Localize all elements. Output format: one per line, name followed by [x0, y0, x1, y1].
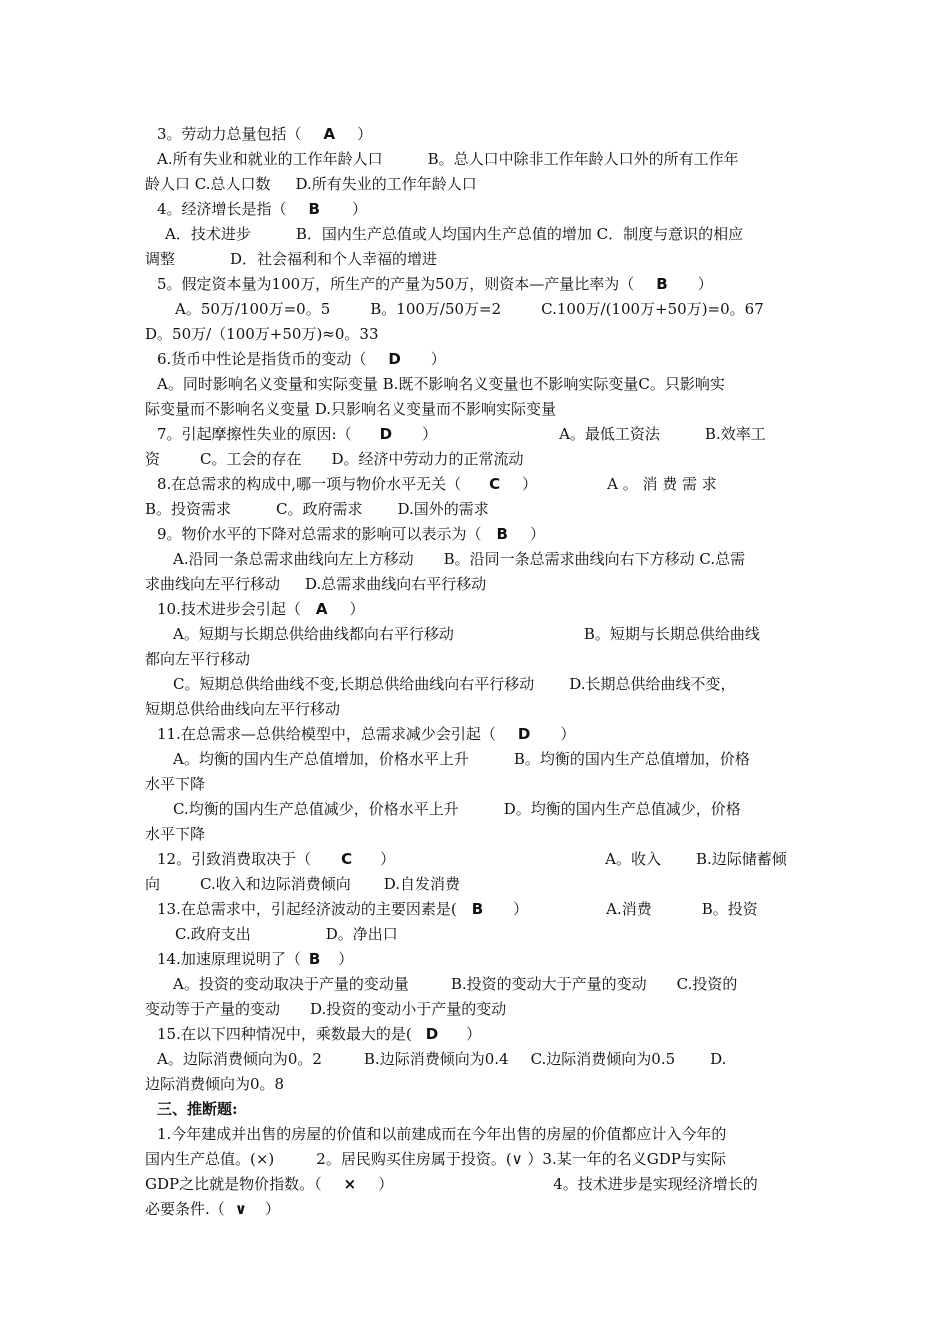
- q13-option-a: A.消费: [606, 900, 652, 918]
- q6-text: 6.货币中性论是指货币的变动（: [157, 350, 367, 368]
- q13-text: 13.在总需求中，引起经济波动的主要因素是(: [157, 900, 457, 918]
- q11-option-b: B。均衡的国内生产总值增加，价格: [513, 750, 750, 768]
- q8-paren: ）: [522, 475, 538, 493]
- q14-options-2: [145, 997, 810, 1022]
- q5-options-1: [145, 297, 810, 322]
- tf-q4-paren: ）: [264, 1200, 280, 1218]
- q3-text: 3。劳动力总量包括（: [157, 125, 302, 143]
- q9-text: 9。物价水平的下降对总需求的影响可以表示为（: [157, 525, 482, 543]
- q8-text: 8.在总需求的构成中,哪一项与物价水平无关（: [157, 475, 462, 493]
- q10-option-b: B。短期与长期总供给曲线: [583, 625, 760, 643]
- q8-options-2: [145, 497, 810, 522]
- q12-option-a: A。收入: [605, 850, 661, 868]
- q6-options-1: [145, 372, 810, 397]
- q12-option-d: D.自发消费: [383, 875, 460, 893]
- q13-answer: B: [471, 900, 484, 918]
- q3-option-b: B。总人口中除非工作年龄人口外的所有工作年: [427, 150, 739, 168]
- tf-line-1: [145, 1122, 810, 1147]
- q10-option-c: C。短期总供给曲线不变,长期总供给曲线向右平行移动: [173, 675, 535, 693]
- q10-option-a: A。短期与长期总供给曲线都向右平行移动: [173, 625, 454, 643]
- q4-options-1: [145, 222, 810, 247]
- q8-option-a: A 。 消 费 需 求: [607, 475, 717, 493]
- tf-q4-answer: ∨: [234, 1200, 247, 1218]
- q6-paren: ）: [430, 350, 446, 368]
- q15-option-d: D.: [710, 1050, 727, 1068]
- q5-stem: [145, 272, 810, 297]
- q5-option-d: D。50万/（100万+50万)≈0。33: [145, 325, 379, 343]
- q4-paren: ）: [351, 200, 367, 218]
- q3-stem: [145, 122, 810, 147]
- tf-q4-text: 4。技术进步是实现经济增长的: [553, 1175, 758, 1193]
- q14-option-c: C.投资的: [676, 975, 738, 993]
- q10-answer: A: [315, 600, 328, 618]
- tf-q1-text: 1.今年建成并出售的房屋的价值和以前建成而在今年出售的房屋的价值都应计入今年的: [157, 1125, 727, 1143]
- q14-answer: B: [308, 950, 321, 968]
- q8-option-d: D.国外的需求: [397, 500, 489, 518]
- tf-q3-paren: ）: [378, 1175, 394, 1193]
- q15-stem: [145, 1022, 810, 1047]
- q6-options-abc: A。同时影响名义变量和实际变量 B.既不影响名义变量也不影响实际变量C。只影响实: [157, 375, 725, 393]
- q5-option-c: C.100万/(100万+50万)=0。67: [541, 300, 764, 318]
- q11-options-3: [145, 797, 810, 822]
- q8-answer: C: [489, 475, 501, 493]
- q5-option-a: A。50万/100万=0。5: [175, 300, 331, 318]
- q5-answer: B: [656, 275, 668, 293]
- tf-q3-cont: GDP之比就是物价指数。（: [145, 1175, 322, 1193]
- q12-option-b-cont: 向: [145, 875, 161, 893]
- q13-option-b: B。投资: [701, 900, 758, 918]
- q14-option-b: B.投资的变动大于产量的变动: [450, 975, 647, 993]
- q7-option-b-cont: 资: [145, 450, 161, 468]
- tf-q1-cont: 国内生产总值。(×): [145, 1150, 275, 1168]
- q7-answer: D: [379, 425, 393, 443]
- q3-answer: A: [323, 125, 336, 143]
- q12-option-c: C.收入和边际消费倾向: [200, 875, 351, 893]
- q12-text: 12。引致消费取决于（: [157, 850, 312, 868]
- q14-option-d: D.投资的变动小于产量的变动: [310, 1000, 507, 1018]
- q11-options-4: [145, 822, 810, 847]
- q15-option-a: A。边际消费倾向为0。2: [157, 1050, 322, 1068]
- q7-text: 7。引起摩擦性失业的原因:（: [157, 425, 352, 443]
- q3-options-2: [145, 172, 810, 197]
- q10-option-d: D.长期总供给曲线不变，: [569, 675, 736, 693]
- q9-options-2: [145, 572, 810, 597]
- q4-stem: [145, 197, 810, 222]
- q4-option-d: D．社会福利和个人幸福的增进: [230, 250, 438, 268]
- q6-stem: [145, 347, 810, 372]
- q13-option-d: D。净出口: [325, 925, 398, 943]
- q15-options-2: [145, 1072, 810, 1097]
- q9-options-1: [145, 547, 810, 572]
- tf-line-2: [145, 1147, 810, 1172]
- q7-options-2: [145, 447, 810, 472]
- q9-option-a: A.沿同一条总需求曲线向左上方移动: [173, 550, 414, 568]
- q4-option-c-cont: 调整: [145, 250, 176, 268]
- q14-option-c-cont: 变动等于产量的变动: [145, 1000, 281, 1018]
- q15-option-b: B.边际消费倾向为0.4: [363, 1050, 509, 1068]
- q10-option-b-cont: 都向左平行移动: [145, 650, 251, 668]
- q12-answer: C: [341, 850, 353, 868]
- q12-paren: ）: [380, 850, 396, 868]
- q14-options-1: [145, 972, 810, 997]
- tf-line-3: [145, 1172, 810, 1197]
- q3-option-c: 龄人口 C.总人口数: [145, 175, 271, 193]
- q7-option-d: D。经济中劳动力的正常流动: [331, 450, 524, 468]
- section-title-text: 三、推断题:: [157, 1100, 238, 1118]
- q9-option-d: D.总需求曲线向右平行移动: [305, 575, 487, 593]
- q4-text: 4。经济增长是指（: [157, 200, 287, 218]
- tf-q3-answer: ×: [343, 1175, 357, 1193]
- q6-options-2: [145, 397, 810, 422]
- tf-q2-q3-text: 2。居民购买住房属于投资。(∨ ）3.某一年的名义GDP与实际: [316, 1150, 726, 1168]
- q11-option-d-cont: 水平下降: [145, 825, 206, 843]
- q10-options-1: [145, 622, 810, 647]
- q3-options-1: [145, 147, 810, 172]
- q10-options-3: [145, 672, 810, 697]
- q10-paren: ）: [349, 600, 365, 618]
- q3-option-a: A.所有失业和就业的工作年龄人口: [157, 150, 383, 168]
- q10-text: 10.技术进步会引起（: [157, 600, 301, 618]
- q10-options-4: [145, 697, 810, 722]
- q11-text: 11.在总需求—总供给模型中，总需求减少会引起（: [157, 725, 496, 743]
- q14-stem: [145, 947, 810, 972]
- q4-options-2: [145, 247, 810, 272]
- q7-option-a: A。最低工资法: [559, 425, 660, 443]
- q14-option-a: A。投资的变动取决于产量的变动量: [173, 975, 409, 993]
- q11-paren: ）: [560, 725, 576, 743]
- q6-options-cd: 际变量而不影响名义变量 D.只影响名义变量而不影响实际变量: [145, 400, 557, 418]
- q11-options-1: [145, 747, 810, 772]
- q7-option-b: B.效率工: [704, 425, 766, 443]
- q12-option-b: B.边际储蓄倾: [695, 850, 787, 868]
- q15-paren: ）: [466, 1025, 482, 1043]
- q3-option-d: D.所有失业的工作年龄人口: [295, 175, 477, 193]
- q10-stem: [145, 597, 810, 622]
- tf-line-4: [145, 1197, 810, 1222]
- q13-paren: ）: [513, 900, 529, 918]
- q11-option-b-cont: 水平下降: [145, 775, 206, 793]
- q6-answer: D: [388, 350, 401, 368]
- q15-option-d-cont: 边际消费倾向为0。8: [145, 1075, 285, 1093]
- q4-option-a: A．技术进步: [165, 225, 251, 243]
- q5-text: 5。假定资本量为100万，所生产的产量为50万，则资本—产量比率为（: [157, 275, 635, 293]
- q9-option-c-cont: 求曲线向左平行移动: [145, 575, 281, 593]
- q12-stem: [145, 847, 810, 872]
- q15-text: 15.在以下四种情况中，乘数最大的是(: [157, 1025, 412, 1043]
- q7-paren: ）: [422, 425, 438, 443]
- q10-options-2: [145, 647, 810, 672]
- q8-option-c: C。政府需求: [276, 500, 363, 518]
- q15-answer: D: [425, 1025, 439, 1043]
- q9-option-bc: B。沿同一条总需求曲线向右下方移动 C.总需: [443, 550, 746, 568]
- q9-stem: [145, 522, 810, 547]
- q11-option-c: C.均衡的国内生产总值减少，价格水平上升: [173, 800, 459, 818]
- q11-option-d: D。均衡的国内生产总值减少，价格: [503, 800, 741, 818]
- q9-answer: B: [496, 525, 508, 543]
- q4-answer: B: [308, 200, 320, 218]
- q11-answer: D: [517, 725, 531, 743]
- q4-option-bc: B．国内生产总值或人均国内生产总值的增加 C．制度与意识的相应: [295, 225, 744, 243]
- q13-stem: [145, 897, 810, 922]
- q14-paren: ）: [338, 950, 354, 968]
- q12-options-2: [145, 872, 810, 897]
- q5-paren: ）: [697, 275, 713, 293]
- q9-paren: ）: [529, 525, 545, 543]
- q14-text: 14.加速原理说明了（: [157, 950, 301, 968]
- q11-stem: [145, 722, 810, 747]
- q11-options-2: [145, 772, 810, 797]
- section-title: [145, 1097, 810, 1122]
- q13-options-2: [145, 922, 810, 947]
- q5-options-2: [145, 322, 810, 347]
- q8-stem: [145, 472, 810, 497]
- q5-option-b: B。100万/50万=2: [370, 300, 502, 318]
- document-content: [145, 122, 810, 1222]
- q7-option-c: C。工会的存在: [200, 450, 302, 468]
- q13-option-c: C.政府支出: [175, 925, 251, 943]
- q10-option-d-cont: 短期总供给曲线向左平行移动: [145, 700, 341, 718]
- q8-option-b: B。投资需求: [145, 500, 232, 518]
- q7-stem: [145, 422, 810, 447]
- q11-option-a: A。均衡的国内生产总值增加，价格水平上升: [173, 750, 469, 768]
- q15-options-1: [145, 1047, 810, 1072]
- q3-paren: ）: [357, 125, 373, 143]
- q15-option-c: C.边际消费倾向为0.5: [530, 1050, 676, 1068]
- tf-q4-cont: 必要条件.（: [145, 1200, 225, 1218]
